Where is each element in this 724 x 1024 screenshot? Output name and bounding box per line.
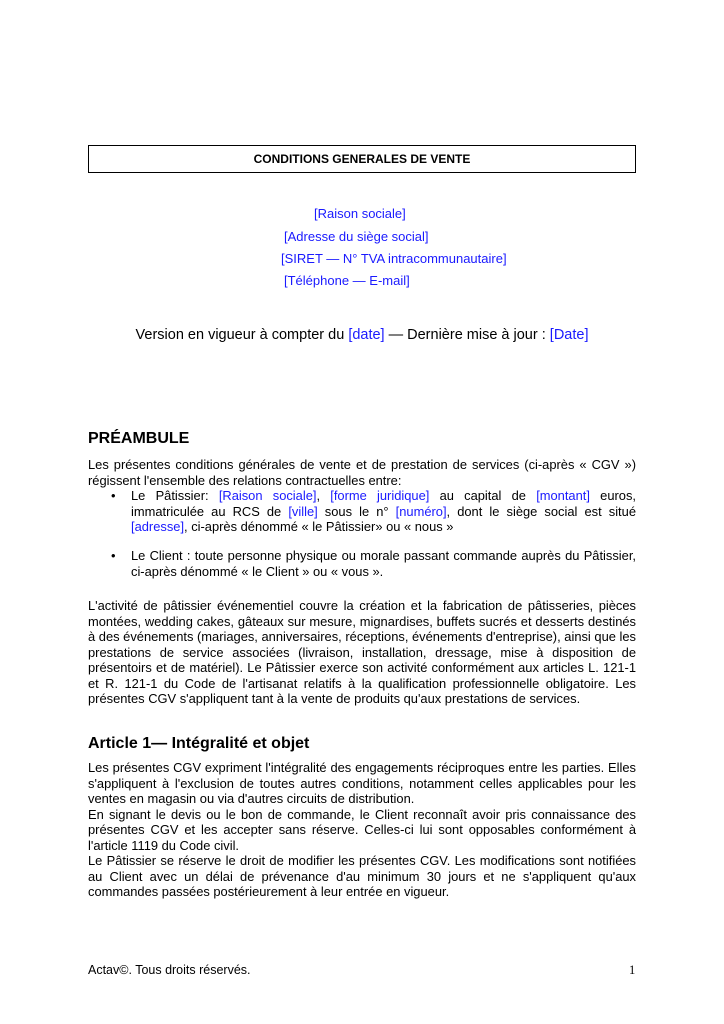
ville-placeholder: [ville] xyxy=(288,503,318,519)
bullet-text: sous le n° xyxy=(317,503,396,519)
bullet-client xyxy=(88,548,636,579)
document-title: CONDITIONS GENERALES DE VENTE xyxy=(253,152,471,166)
article1-body xyxy=(88,760,636,900)
raison-sociale-placeholder: [Raison sociale] xyxy=(218,488,317,503)
preambule-intro xyxy=(88,457,636,488)
footer-copyright: Actav©. Tous droits réservés. xyxy=(88,963,251,977)
version-prefix: Version en vigueur à compter du xyxy=(135,327,349,343)
update-date-placeholder: [Date] xyxy=(549,327,589,343)
bullet-text: , ci-après dénommé « le Pâtissier» ou « nous » xyxy=(184,519,454,534)
article1-heading: Article 1— Intégralité et objet xyxy=(88,735,310,752)
bullet-patissier-text xyxy=(131,488,636,535)
version-line xyxy=(0,327,724,343)
version-middle: — Dernière mise à jour : xyxy=(384,327,550,343)
company-name-placeholder: [Raison sociale] xyxy=(314,206,406,221)
bullet-text: , dont le siège social est situé xyxy=(446,503,636,519)
article1-paragraph-2: En signant le devis ou le bon de commande, le Client reconnaît avoir pris connaissance des présentes CGV et les accepter sans réserve. Celles-ci lui sont opposables conformément à l'article 1119 du Code civil. xyxy=(88,806,636,853)
preambule-intro-text: Les présentes conditions générales de vente et de prestation de services (ci-après « CGV ») régissent l'ensemble des relations contractuelles entre: xyxy=(88,457,636,488)
company-siret-placeholder: [SIRET — N° TVA intracommunautaire] xyxy=(281,251,507,266)
activity-text: L'activité de pâtissier événementiel couvre la création et la fabrication de pâtisseries, pièces montées, wedding cakes, gâteaux sur mesure, mignardises, buffets sucrés et desserts destinés à des événements (mariages, anniversaires, réceptions, événements d'entreprise), ainsi que les prestations de service associées (livraison, installation, dressage, mise à disposition de présentoirs et de matériel). Le Pâtissier exerce son activité conformément aux articles L. 121-1 et R. 121-1 du Code de l'artisanat relatifs à la qualification professionnelle obligatoire. Les présentes CGV s'appliquent tant à la vente de produits qu'aux prestations de services. xyxy=(88,598,636,706)
article1-paragraph-3: Le Pâtissier se réserve le droit de modifier les présentes CGV. Les modifications sont notifiées au Client avec un délai de prévenance d'au minimum 30 jours et ne s'appliquent qu'aux commandes passées postérieurement à leur entrée en vigueur. xyxy=(88,853,636,899)
version-date-placeholder: [date] xyxy=(348,327,385,343)
bullet-text: au capital de xyxy=(429,488,537,503)
page-number: 1 xyxy=(629,963,636,977)
forme-juridique-placeholder: [forme juridique] xyxy=(330,488,430,503)
bullet-client-text: Le Client : toute personne physique ou morale passant commande auprès du Pâtissier, ci-après dénommé « le Client » ou « vous ». xyxy=(131,548,636,579)
company-address-placeholder: [Adresse du siège social] xyxy=(284,229,429,244)
bullet-text: euros, immatriculée au RCS de xyxy=(131,488,636,519)
bullet-text: , xyxy=(316,488,331,503)
article1-paragraph-1: Les présentes CGV expriment l'intégralité des engagements réciproques entre les parties. Elles s'appliquent à l'exclusion de toutes autres conditions, notamment celles applicables pour les ventes en magasin ou via d'autres circuits de distribution. xyxy=(88,760,636,806)
preambule-heading: PRÉAMBULE xyxy=(88,430,190,447)
montant-placeholder: [montant] xyxy=(536,488,590,503)
bullet-patissier xyxy=(88,488,636,535)
company-contact-placeholder: [Téléphone — E-mail] xyxy=(284,273,410,288)
activity-paragraph xyxy=(88,598,636,707)
bullet-icon: • xyxy=(111,548,116,563)
bullet-text: Le Pâtissier: xyxy=(131,488,219,503)
adresse-placeholder: [adresse] xyxy=(131,519,185,534)
document-title-box xyxy=(88,145,636,173)
numero-placeholder: [numéro] xyxy=(395,503,447,519)
bullet-icon: • xyxy=(111,488,116,503)
